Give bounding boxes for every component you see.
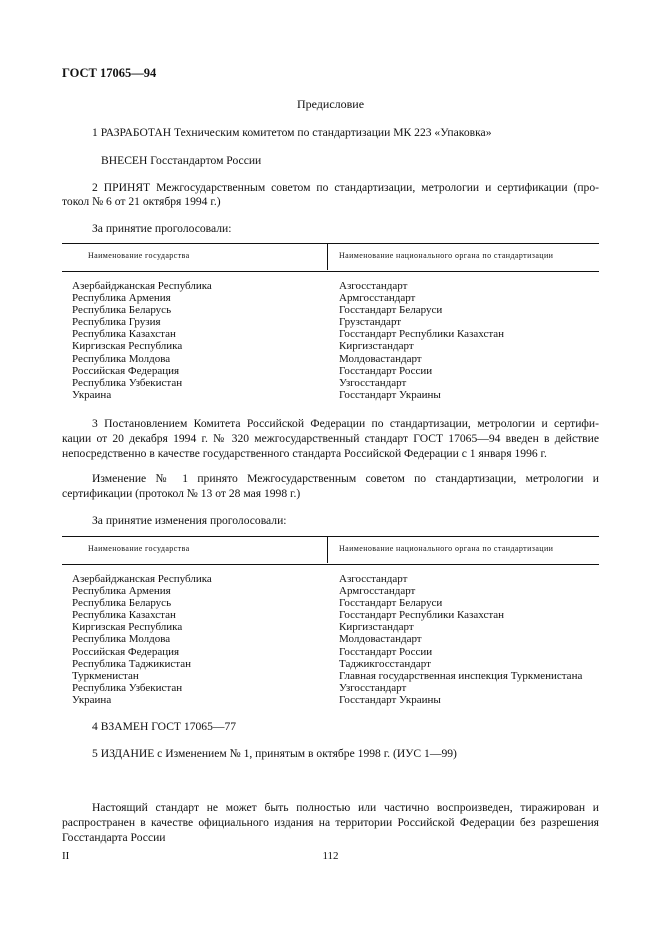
item-5-edition: 5 ИЗДАНИЕ с Изменением № 1, принятым в октябре 1998 г. (ИУС 1—99) [92, 747, 457, 760]
item-1-submitted-by: ВНЕСЕН Госстандартом России [101, 154, 262, 167]
standards-body-name: Киргизстандарт [339, 621, 414, 634]
column-header-state: Наименование государства [88, 251, 190, 260]
column-header-state: Наименование государства [88, 544, 190, 553]
standards-body-name: Госстандарт Республики Казахстан [339, 328, 505, 341]
item-2-line-2: токол № 6 от 21 октября 1994 г.) [62, 195, 221, 208]
state-list [72, 280, 212, 401]
vote-label-1: За принятие проголосовали: [92, 222, 232, 235]
column-divider [327, 536, 328, 563]
item-3-line-1: 3 Постановлением Комитета Российской Федерации по стандартизации, метрологии и сертифи- [92, 417, 599, 430]
state-name: Республика Молдова [72, 352, 171, 365]
standards-body-name: Госстандарт России [339, 645, 433, 658]
item-3-line-2: кации от 20 декабря 1994 г. № 320 межгосударственный стандарт ГОСТ 17065—94 введен в действие [62, 432, 599, 445]
state-name: Российская Федерация [72, 645, 180, 658]
standards-body-list [339, 280, 504, 401]
state-name: Азербайджанская Республика [72, 280, 212, 292]
notice-line-3: Госстандарта России [62, 831, 166, 844]
standards-body-name: Грузстандарт [339, 316, 402, 329]
standards-body-name: Узгосстандарт [339, 681, 407, 694]
state-name: Украина [72, 693, 112, 706]
item-3-line-3: непосредственно в качестве государственного стандарта Российской Федерации с 1 января 1996 г. [62, 447, 547, 460]
state-name: Киргизская Республика [72, 621, 183, 634]
item-2-line-1: 2 ПРИНЯТ Межгосударственным советом по стандартизации, метрологии и сертификации (про- [92, 181, 599, 194]
state-name: Российская Федерация [72, 364, 180, 377]
state-name: Республика Армения [72, 585, 171, 598]
standard-number: ГОСТ 17065—94 [62, 66, 157, 80]
standards-body-name: Азгосстандарт [339, 573, 408, 585]
standards-body-name: Главная государственная инспекция Туркменистана [339, 669, 583, 682]
state-name: Республика Грузия [72, 316, 161, 329]
standards-body-name: Армгосстандарт [339, 292, 416, 305]
vote-label-2: За принятие изменения проголосовали: [92, 514, 287, 527]
standards-body-name: Госстандарт Беларуси [339, 304, 443, 317]
standards-body-name: Молдовастандарт [339, 633, 422, 646]
state-name: Республика Таджикистан [72, 657, 191, 670]
state-name: Республика Армения [72, 292, 171, 305]
column-header-body: Наименование национального органа по стандартизации [339, 251, 554, 260]
standards-body-name: Госстандарт России [339, 364, 433, 377]
column-header-body: Наименование национального органа по стандартизации [339, 544, 554, 553]
state-name: Республика Узбекистан [72, 681, 183, 694]
state-name: Республика Беларусь [72, 304, 172, 317]
standards-body-name: Узгосстандарт [339, 376, 407, 389]
roman-page-number: II [62, 850, 70, 862]
state-name: Республика Узбекистан [72, 376, 183, 389]
notice-line-1: Настоящий стандарт не может быть полностью или частично воспроизведен, тиражирован и [92, 801, 599, 814]
state-name: Республика Казахстан [72, 328, 176, 341]
standards-body-name: Госстандарт Республики Казахстан [339, 609, 505, 622]
notice-line-2: распространен в качестве официального издания на территории Российской Федерации без разрешения [62, 816, 599, 829]
state-list [72, 573, 212, 706]
state-name: Украина [72, 388, 112, 401]
amendment-line-1: Изменение № 1 принято Межгосударственным советом по стандартизации, метрологии и [92, 472, 599, 485]
standards-body-name: Киргизстандарт [339, 340, 414, 353]
standards-body-name: Армгосстандарт [339, 585, 416, 598]
state-name: Республика Молдова [72, 633, 171, 646]
standards-body-name: Госстандарт Беларуси [339, 597, 443, 610]
standards-body-name: Азгосстандарт [339, 280, 408, 292]
standards-body-name: Молдовастандарт [339, 352, 422, 365]
preface-title: Предисловие [296, 97, 365, 111]
page-number: 112 [322, 850, 339, 862]
standards-body-name: Госстандарт Украины [339, 693, 441, 706]
standards-body-name: Госстандарт Украины [339, 388, 441, 401]
state-name: Азербайджанская Республика [72, 573, 212, 585]
column-divider [327, 243, 328, 270]
state-name: Киргизская Республика [72, 340, 183, 353]
item-4-replaces: 4 ВЗАМЕН ГОСТ 17065—77 [92, 720, 237, 733]
state-name: Туркменистан [72, 669, 139, 682]
standards-body-name: Таджикгосстандарт [339, 657, 431, 670]
item-1-developed-by: 1 РАЗРАБОТАН Техническим комитетом по стандартизации МК 223 «Упаковка» [92, 126, 492, 139]
state-name: Республика Казахстан [72, 609, 176, 622]
amendment-line-2: сертификации (протокол № 13 от 28 мая 1998 г.) [62, 487, 301, 500]
state-name: Республика Беларусь [72, 597, 172, 610]
standards-body-list [339, 573, 582, 706]
voting-table-2 [62, 536, 599, 708]
voting-table-1 [62, 243, 599, 403]
